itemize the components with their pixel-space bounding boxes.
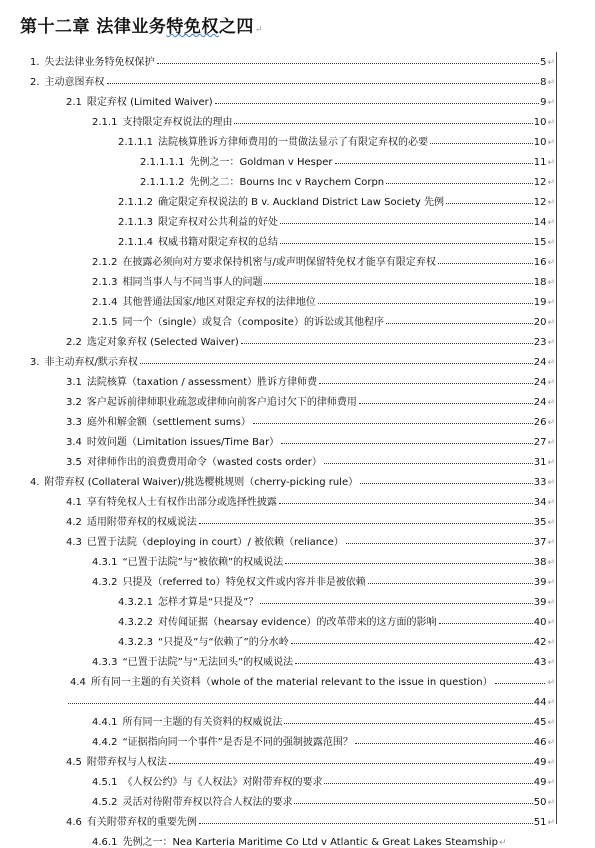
toc-dot-leader — [430, 143, 533, 144]
toc-entry-title — [118, 133, 428, 148]
toc-entry-title — [66, 513, 197, 528]
toc-entry-text: 享有特免权人士有权作出部分或选择性披露 — [86, 497, 277, 508]
toc-entry[interactable] — [66, 430, 555, 448]
toc-entry-number: 3.2 — [66, 397, 82, 408]
toc-entry-title — [66, 333, 239, 348]
toc-entry-text: 时效问题（Limitation issues/Time Bar） — [86, 437, 280, 448]
toc-entry[interactable] — [92, 310, 555, 328]
toc-entry-text: 客户起诉前律师职业疏忽或律师向前客户追讨欠下的律师费用 — [86, 397, 357, 408]
toc-page-number: 10 — [533, 117, 547, 128]
toc-dot-leader — [446, 203, 533, 204]
toc-entry-text: 所有同一主题的有关资料（whole of the material relevant to the issue in question） — [90, 677, 493, 688]
toc-entry-number: 1. — [30, 57, 40, 68]
toc-page-number: 19 — [533, 297, 547, 308]
toc-entry-text: “已置于法院”与“被依赖”的权威说法 — [122, 557, 284, 568]
toc-entry[interactable] — [92, 730, 555, 748]
toc-page-number: 16 — [533, 257, 547, 268]
toc-page-number: 20 — [533, 317, 547, 328]
toc-entry-number: 4.4.2 — [92, 737, 118, 748]
toc-page-number: 39 — [533, 597, 547, 608]
toc-page-number: 46 — [533, 737, 547, 748]
toc-dot-leader — [279, 503, 533, 504]
toc-entry[interactable] — [66, 530, 555, 548]
toc-dot-leader — [285, 563, 533, 564]
toc-dot-leader — [335, 163, 533, 164]
toc-entry[interactable] — [140, 150, 555, 168]
toc-entry-title — [66, 813, 197, 828]
toc-entry-text: 选定对象弃权 (Selected Waiver) — [86, 337, 239, 348]
toc-entry[interactable] — [92, 250, 555, 268]
toc-dot-leader — [291, 643, 533, 644]
toc-entry[interactable] — [118, 630, 555, 648]
toc-entry-number: 2. — [30, 77, 40, 88]
toc-entry-title — [140, 153, 333, 168]
toc-page-number: 38 — [533, 557, 547, 568]
toc-entry-text: 灵活对待附带弃权以符合人权法的要求 — [122, 797, 293, 808]
toc-entry-text: 权威书籍对限定弃权的总结 — [158, 237, 278, 248]
paragraph-mark-icon: ↵ — [547, 238, 555, 248]
toc-entry-text: 主动意图弃权 — [44, 77, 105, 88]
toc-entry-title — [92, 573, 366, 588]
paragraph-mark-icon: ↵ — [547, 578, 555, 588]
toc-dot-leader — [169, 763, 533, 764]
toc-entry-title — [92, 253, 436, 268]
toc-entry-number: 4.3.2.1 — [118, 597, 153, 608]
toc-entry-number: 2.1.1.2 — [118, 197, 153, 208]
toc-entry-text: 法院核算胜诉方律师费用的一贯做法显示了有限定弃权的必要 — [158, 137, 428, 148]
toc-entry[interactable] — [66, 370, 555, 388]
toc-entry-number: 3.3 — [66, 417, 82, 428]
toc-entry-number: 4.4.1 — [92, 717, 118, 728]
toc-dot-leader — [324, 463, 533, 464]
toc-entry-number: 2.1.1.3 — [118, 217, 153, 228]
toc-entry-text: 同一个（single）或复合（composite）的诉讼或其他程序 — [122, 317, 384, 328]
toc-entry-number: 3.4 — [66, 437, 82, 448]
paragraph-mark-icon: ↵ — [547, 358, 555, 368]
toc-page-number: 23 — [533, 337, 547, 348]
paragraph-mark-icon: ↵ — [547, 278, 555, 288]
toc-page-number: 15 — [533, 237, 547, 248]
toc-page-number: 50 — [533, 797, 547, 808]
toc-dot-leader — [386, 323, 533, 324]
toc-page-number: 27 — [533, 437, 547, 448]
toc-entry[interactable] — [118, 230, 555, 248]
toc-entry-number: 2.2 — [66, 337, 82, 348]
toc-entry[interactable] — [30, 350, 555, 368]
toc-entry[interactable] — [92, 290, 555, 308]
toc-entry-number: 4.3.2.3 — [118, 637, 153, 648]
toc-dot-leader — [215, 103, 539, 104]
toc-entry-text: 限定弃权 (Limited Waiver) — [86, 97, 213, 108]
toc-entry-number: 2.1.2 — [92, 257, 118, 268]
paragraph-mark-icon: ↵ — [547, 118, 555, 128]
toc-entry-text: 在披露必须向对方要求保持机密与/或声明保留特免权才能享有限定弃权 — [122, 257, 436, 268]
paragraph-mark-icon: ↵ — [547, 618, 555, 628]
toc-entry[interactable] — [66, 390, 555, 408]
toc-dot-leader — [368, 583, 533, 584]
toc-entry[interactable] — [92, 550, 555, 568]
toc-entry[interactable] — [66, 490, 555, 508]
toc-entry-text: 确定限定弃权说法的 B v. Auckland District Law Society 先例 — [158, 197, 445, 208]
toc-entry[interactable] — [70, 670, 555, 688]
paragraph-mark-icon: ↵ — [547, 658, 555, 668]
toc-entry-text: 先例之一：Nea Karteria Maritime Co Ltd v Atlantic & Great Lakes Steamship — [122, 837, 498, 848]
toc-entry-number: 4.3.3 — [92, 657, 118, 668]
toc-entry-title — [118, 633, 289, 648]
toc-entry-title — [92, 773, 322, 788]
toc-entry-title — [66, 493, 277, 508]
toc-dot-leader — [241, 343, 533, 344]
toc-entry[interactable] — [66, 450, 555, 468]
toc-entry[interactable] — [92, 570, 555, 588]
toc-dot-leader — [324, 783, 532, 784]
toc-page-number: 12 — [533, 197, 547, 208]
toc-entry-text: 适用附带弃权的权威说法 — [86, 517, 197, 528]
toc-entry-number: 3. — [30, 357, 40, 368]
toc-entry-title — [92, 273, 262, 288]
toc-entry-text: 支持限定弃权说法的理由 — [122, 117, 233, 128]
toc-entry[interactable] — [140, 170, 555, 188]
toc-page-number: 49 — [533, 757, 547, 768]
toc-page-number: 12 — [533, 177, 547, 188]
toc-entry-title — [118, 593, 258, 608]
paragraph-mark-icon: ↵ — [498, 838, 507, 848]
toc-entry[interactable] — [30, 470, 555, 488]
revision-bar — [556, 52, 557, 824]
toc-page-number: 39 — [533, 577, 547, 588]
toc-dot-leader — [107, 83, 540, 84]
toc-page-number: 42 — [533, 637, 547, 648]
toc-entry-text: “证据指向同一个事件”是否是不同的强制披露范围？ — [122, 737, 353, 748]
toc-entry-title — [66, 93, 213, 108]
toc-entry-title — [92, 293, 316, 308]
toc-entry-text: 《人权公约》与《人权法》对附带弃权的要求 — [122, 777, 323, 788]
toc-entry-number: 3.5 — [66, 457, 82, 468]
toc-entry-text: 法院核算（taxation / assessment）胜诉方律师费 — [86, 377, 318, 388]
toc-entry-title — [140, 173, 384, 188]
toc-entry-title — [30, 73, 105, 88]
toc-entry-text: 附带弃权 (Collateral Waiver)/挑选樱桃规则（cherry-picking rule） — [44, 477, 359, 488]
paragraph-mark-icon: ↵ — [547, 198, 555, 208]
paragraph-mark-icon: ↵ — [547, 758, 555, 768]
toc-entry[interactable] — [66, 90, 555, 108]
toc-entry[interactable] — [30, 70, 555, 88]
toc-entry-text: “已置于法院”与“无法回头”的权威说法 — [122, 657, 294, 668]
toc-entry[interactable] — [92, 790, 555, 808]
toc-entry-title — [92, 733, 353, 748]
paragraph-mark-icon: ↵ — [547, 138, 555, 148]
toc-entry[interactable] — [118, 590, 555, 608]
paragraph-mark-icon: ↵ — [547, 598, 555, 608]
toc-entry-title — [66, 533, 344, 548]
toc-entry[interactable] — [92, 270, 555, 288]
toc-entry-title — [92, 653, 293, 668]
toc-entry-title — [66, 393, 357, 408]
toc-dot-leader — [439, 623, 533, 624]
toc-entry-text: 相同当事人与不同当事人的问题 — [122, 277, 263, 288]
paragraph-mark-icon: ↵ — [547, 58, 555, 68]
toc-entry[interactable] — [118, 610, 555, 628]
toc-dot-leader — [355, 743, 533, 744]
toc-page-number: 24 — [533, 397, 547, 408]
title-underlined-text: 特免权 — [166, 17, 219, 37]
toc-entry-text: 已置于法院（deploying in court）/ 被依赖（reliance） — [86, 537, 344, 548]
toc-dot-leader — [157, 63, 540, 64]
toc-entry-number: 4.6 — [66, 817, 82, 828]
toc-entry-number: 4.3.2.2 — [118, 617, 153, 628]
toc-page-number: 5 — [540, 57, 547, 68]
toc-dot-leader — [280, 223, 533, 224]
toc-entry[interactable] — [92, 110, 555, 128]
toc-dot-leader — [253, 423, 533, 424]
paragraph-mark-icon: ↵ — [547, 718, 555, 728]
toc-dot-leader — [234, 123, 532, 124]
toc-page-number: 9 — [540, 97, 547, 108]
toc-dot-leader — [284, 723, 532, 724]
toc-page-number: 24 — [533, 377, 547, 388]
paragraph-mark-icon: ↵ — [547, 318, 555, 328]
toc-entry-number: 4.5 — [66, 757, 82, 768]
toc-entry-text: 先例之一：Goldman v Hesper — [189, 157, 333, 168]
toc-page-number: 14 — [533, 217, 547, 228]
toc-entry-title — [66, 373, 317, 388]
toc-entry-title — [92, 313, 384, 328]
toc-entry-number: 2.1.1.1.2 — [140, 177, 185, 188]
toc-entry-number: 4.1 — [66, 497, 82, 508]
toc-entry-title — [30, 353, 138, 368]
toc-dot-leader — [319, 383, 533, 384]
toc-entry-title — [66, 753, 167, 768]
paragraph-mark-icon: ↵ — [547, 738, 555, 748]
toc-entry-number: 2.1.4 — [92, 297, 118, 308]
toc-entry[interactable] — [30, 50, 555, 68]
toc-entry-text: 所有同一主题的有关资料的权威说法 — [122, 717, 283, 728]
toc-page-number: 24 — [533, 357, 547, 368]
toc-entry-number: 4.6.1 — [92, 837, 118, 848]
paragraph-mark-icon: ↵ — [547, 338, 555, 348]
paragraph-mark-icon: ↵ — [547, 178, 555, 188]
toc-entry-text: 怎样才算是“只提及”？ — [158, 597, 259, 608]
toc-dot-leader — [294, 803, 532, 804]
toc-page-number: 33 — [533, 477, 547, 488]
chapter-title — [20, 12, 263, 37]
paragraph-mark-icon: ↵ — [547, 798, 555, 808]
toc-entry[interactable] — [66, 750, 555, 768]
toc-entry-number: 2.1 — [66, 97, 82, 108]
toc-page-number: 26 — [533, 417, 547, 428]
paragraph-mark-icon: ↵ — [547, 258, 555, 268]
toc-entry-title — [92, 113, 232, 128]
toc-dot-leader — [359, 403, 533, 404]
paragraph-mark-icon: ↵ — [547, 418, 555, 428]
toc-entry-title — [92, 553, 283, 568]
toc-entry-text: 对传闻证据（hearsay evidence）的改革带来的这方面的影响 — [158, 617, 437, 628]
toc-entry-number: 2.1.3 — [92, 277, 118, 288]
paragraph-mark-icon: ↵ — [547, 778, 555, 788]
toc-entry-title — [66, 413, 251, 428]
paragraph-mark-icon: ↵ — [547, 158, 555, 168]
toc-page-number: 10 — [533, 137, 547, 148]
toc-entry-text: 附带弃权与人权法 — [86, 757, 167, 768]
paragraph-mark-icon: ↵ — [547, 438, 555, 448]
toc-page-number: 11 — [533, 157, 547, 168]
toc-entry-title — [118, 213, 278, 228]
toc-entry[interactable] — [118, 210, 555, 228]
paragraph-mark-icon: ↵ — [547, 538, 555, 548]
toc-page-number: 51 — [533, 817, 547, 828]
toc-entry-number: 4.5.2 — [92, 797, 118, 808]
toc-page-number: 8 — [540, 77, 547, 88]
paragraph-mark-icon: ↵ — [547, 478, 555, 488]
toc-entry-text: 只提及（referred to）特免权文件或内容并非是被依赖 — [122, 577, 366, 588]
toc-entry-number: 4. — [30, 477, 40, 488]
toc-entry-number: 2.1.1.4 — [118, 237, 153, 248]
toc-dot-leader — [318, 303, 533, 304]
toc-page-number: 18 — [533, 277, 547, 288]
paragraph-mark-icon: ↵ — [547, 378, 555, 388]
toc-entry[interactable] — [66, 330, 555, 348]
title-main-text: 第十二章 法律业务 — [20, 17, 167, 37]
toc-page-number: 37 — [533, 537, 547, 548]
toc-page-number: 44 — [533, 697, 547, 708]
toc-entry[interactable] — [92, 710, 555, 728]
toc-entry-title — [70, 673, 493, 688]
toc-entry-title — [30, 473, 358, 488]
toc-entry-text: 非主动弃权/默示弃权 — [44, 357, 138, 368]
toc-entry-number: 2.1.1.1 — [118, 137, 153, 148]
toc-entry-text: 限定弃权对公共利益的好处 — [158, 217, 278, 228]
paragraph-mark-icon: ↵ — [547, 98, 555, 108]
toc-dot-leader — [199, 823, 533, 824]
toc-entry-title — [66, 453, 322, 468]
toc-dot-leader — [260, 603, 532, 604]
toc-entry-title — [92, 833, 498, 848]
toc-dot-leader — [295, 663, 533, 664]
toc-page-number: 31 — [533, 457, 547, 468]
toc-entry[interactable] — [66, 410, 555, 428]
toc-entry-number: 3.1 — [66, 377, 82, 388]
toc-page-number: 34 — [533, 497, 547, 508]
toc-entry-title — [92, 713, 282, 728]
title-tail-text: 之四 — [218, 17, 254, 37]
toc-page-number: 35 — [533, 517, 547, 528]
paragraph-mark-icon: ↵ — [547, 218, 555, 228]
toc-page-number: 49 — [533, 777, 547, 788]
toc-dot-leader — [386, 183, 533, 184]
toc-entry-number: 2.1.5 — [92, 317, 118, 328]
paragraph-mark-icon: ↵ — [547, 638, 555, 648]
paragraph-mark-icon: ↵ — [547, 518, 555, 528]
toc-entry-text: 有关附带弃权的重要先例 — [86, 817, 197, 828]
toc-entry-number: 4.2 — [66, 517, 82, 528]
toc-entry-number: 4.3 — [66, 537, 82, 548]
paragraph-mark-icon: ↵ — [254, 25, 263, 35]
paragraph-mark-icon: ↵ — [547, 298, 555, 308]
paragraph-mark-icon: ↵ — [547, 458, 555, 468]
paragraph-mark-icon: ↵ — [547, 498, 555, 508]
toc-entry[interactable] — [66, 690, 555, 708]
toc-dot-leader — [199, 523, 533, 524]
toc-entry-number: 4.3.1 — [92, 557, 118, 568]
toc-entry-number: 2.1.1 — [92, 117, 118, 128]
paragraph-mark-icon: ↵ — [547, 78, 555, 88]
paragraph-mark-icon: ↵ — [547, 698, 555, 708]
toc-entry[interactable] — [66, 810, 555, 828]
toc-page-number: 40 — [533, 617, 547, 628]
toc-entry[interactable] — [92, 770, 555, 788]
toc-dot-leader — [280, 243, 533, 244]
toc-page-number: 45 — [533, 717, 547, 728]
toc-entry[interactable] — [92, 650, 555, 668]
paragraph-mark-icon: ↵ — [547, 818, 555, 828]
toc-entry-title — [66, 433, 279, 448]
toc-dot-leader — [360, 483, 533, 484]
toc-dot-leader — [264, 283, 532, 284]
paragraph-mark-icon: ↵ — [547, 398, 555, 408]
toc-entry-number: 4.4 — [70, 677, 86, 688]
toc-entry-text: 对律师作出的浪费费用命令（wasted costs order） — [86, 457, 322, 468]
toc-entry-text: 庭外和解金额（settlement sums） — [86, 417, 251, 428]
toc-entry-text: 失去法律业务特免权保护 — [44, 57, 155, 68]
toc-entry-title — [118, 233, 278, 248]
toc-entry-number: 4.5.1 — [92, 777, 118, 788]
toc-entry-title — [30, 53, 155, 68]
toc-entry-text: 先例之二：Bourns Inc v Raychem Corpn — [189, 177, 385, 188]
toc-dot-leader — [140, 363, 533, 364]
toc-entry[interactable] — [92, 830, 506, 848]
toc-entry-number: 2.1.1.1.1 — [140, 157, 185, 168]
toc-dot-leader — [346, 543, 533, 544]
toc-entry-number: 4.3.2 — [92, 577, 118, 588]
toc-dot-leader — [281, 443, 533, 444]
toc-entry[interactable] — [118, 130, 555, 148]
toc-entry[interactable] — [66, 510, 555, 528]
toc-entry-title — [92, 793, 292, 808]
toc-entry-title — [118, 193, 444, 208]
paragraph-mark-icon: ↵ — [547, 558, 555, 568]
toc-entry-text: 其他普通法国家/地区对限定弃权的法律地位 — [122, 297, 316, 308]
toc-entry-text: “只提及”与“依赖了”的分水岭 — [158, 637, 289, 648]
toc-dot-leader — [438, 263, 533, 264]
toc-dot-leader — [495, 683, 546, 684]
toc-page-number: 43 — [533, 657, 547, 668]
paragraph-mark-icon: ↵ — [547, 678, 555, 688]
toc-dot-leader — [68, 703, 533, 704]
toc-entry[interactable] — [118, 190, 555, 208]
toc-entry-title — [118, 613, 437, 628]
